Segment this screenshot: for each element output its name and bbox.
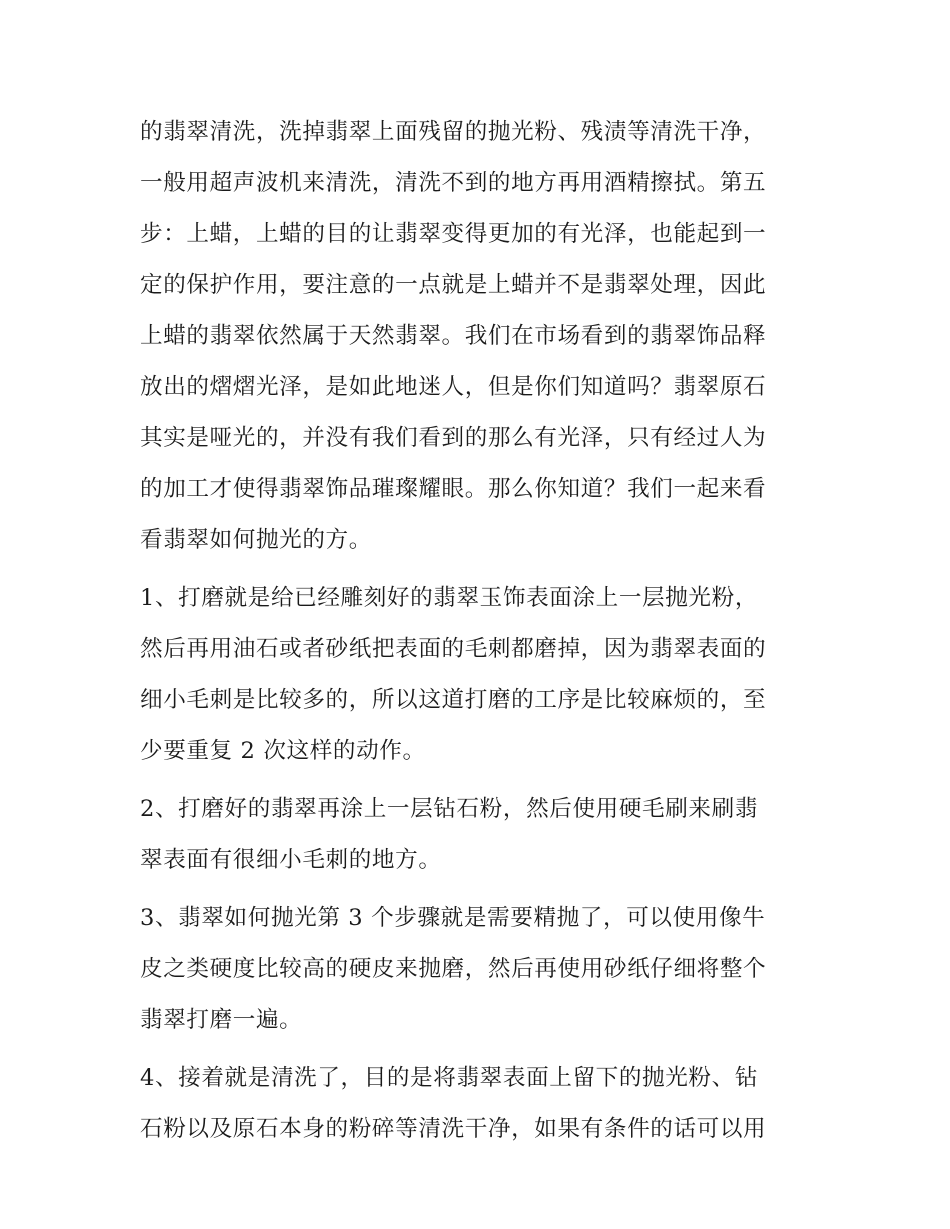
text-line: 细小毛刺是比较多的，所以这道打磨的工序是比较麻烦的，至 <box>140 687 767 713</box>
text-line: 翠表面有很细小毛刺的地方。 <box>140 847 442 873</box>
text-line: 少要重复 2 次这样的动作。 <box>140 738 426 764</box>
text-line: 一般用超声波机来清洗，清洗不到的地方再用酒精擦拭。第五 <box>140 170 767 196</box>
text-line: 的翡翠清洗，洗掉翡翠上面残留的抛光粉、残渍等清洗干净， <box>140 119 767 145</box>
text-line: 看翡翠如何抛光的方。 <box>140 527 372 553</box>
step-4-paragraph <box>140 1053 815 1155</box>
text-line: 的加工才使得翡翠饰品璀璨耀眼。那么你知道？我们一起来看 <box>140 476 767 502</box>
text-line: 1、打磨就是给已经雕刻好的翡翠玉饰表面涂上一层抛光粉， <box>140 585 759 611</box>
text-line: 步：上蜡，上蜡的目的让翡翠变得更加的有光泽，也能起到一 <box>140 221 767 247</box>
text-line: 定的保护作用，要注意的一点就是上蜡并不是翡翠处理，因此 <box>140 272 767 298</box>
step-2-paragraph <box>140 784 815 886</box>
text-line: 其实是哑光的，并没有我们看到的那么有光泽，只有经过人为 <box>140 425 767 451</box>
text-line: 然后再用油石或者砂纸把表面的毛刺都磨掉，因为翡翠表面的 <box>140 636 767 662</box>
text-line: 翡翠打磨一遍。 <box>140 1007 303 1033</box>
text-line: 石粉以及原石本身的粉碎等清洗干净，如果有条件的话可以用 <box>140 1116 767 1142</box>
text-line: 2、打磨好的翡翠再涂上一层钻石粉，然后使用硬毛刷来刷翡 <box>140 796 759 822</box>
text-line: 皮之类硬度比较高的硬皮来抛磨，然后再使用砂纸仔细将整个 <box>140 956 767 982</box>
intro-paragraph <box>140 107 815 566</box>
step-1-paragraph <box>140 573 815 777</box>
step-3-paragraph <box>140 893 815 1046</box>
document-body <box>140 107 815 1155</box>
text-line: 上蜡的翡翠依然属于天然翡翠。我们在市场看到的翡翠饰品释 <box>140 323 767 349</box>
text-line: 3、翡翠如何抛光第 3 个步骤就是需要精抛了，可以使用像牛 <box>140 905 766 931</box>
text-line: 4、接着就是清洗了，目的是将翡翠表面上留下的抛光粉、钻 <box>140 1065 759 1091</box>
text-line: 放出的熠熠光泽，是如此地迷人，但是你们知道吗？翡翠原石 <box>140 374 767 400</box>
